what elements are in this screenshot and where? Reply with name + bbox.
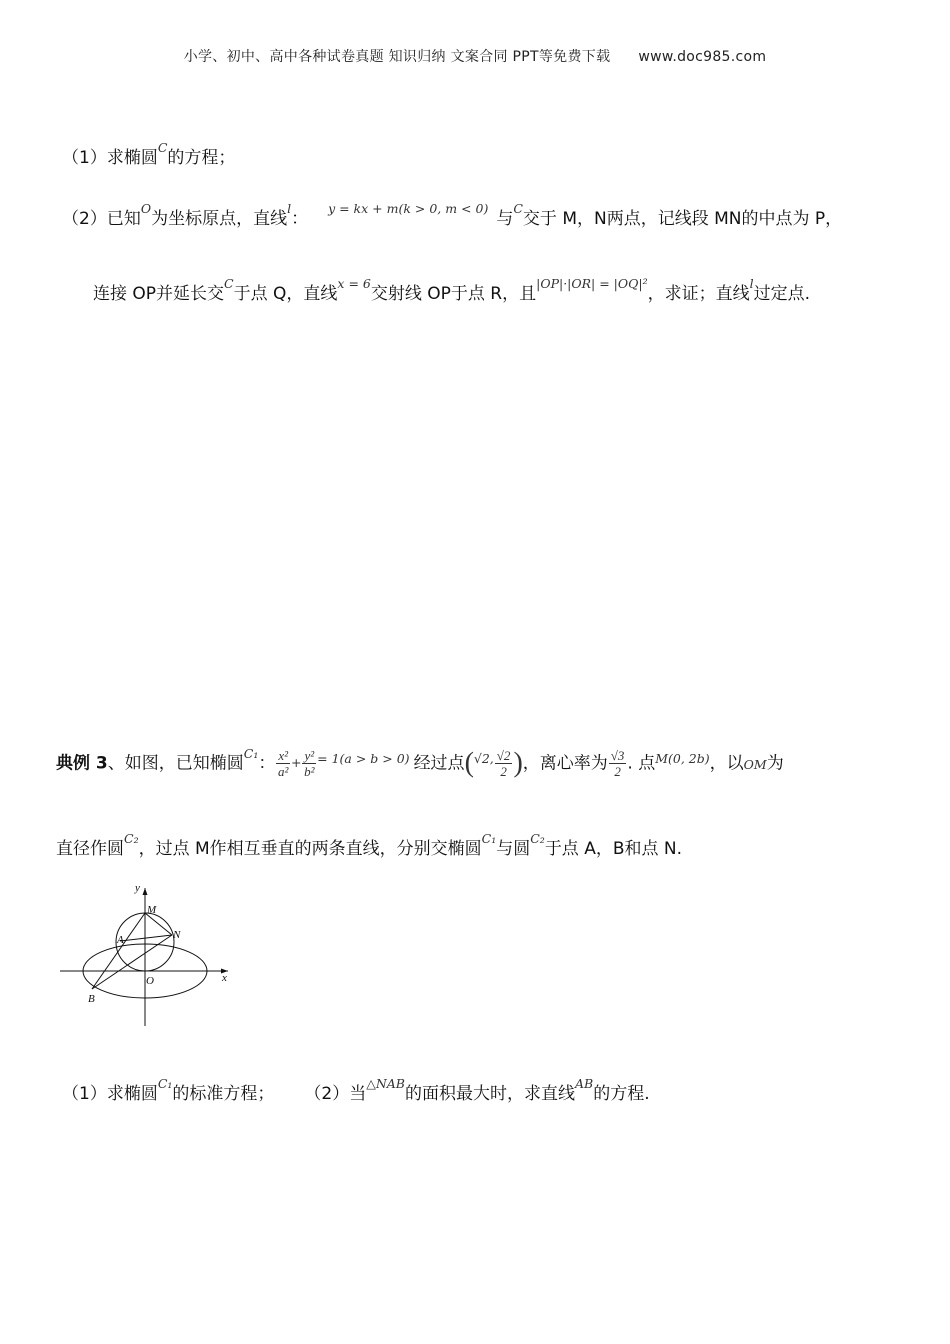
label-x: x (222, 972, 227, 984)
label-O: O (146, 975, 154, 987)
frac-eccentricity: $\frac{√3}{2}$ (610, 748, 625, 779)
line-BN (92, 935, 172, 989)
label-A: A (117, 934, 124, 946)
header-title: 小学、初中、高中各种试卷真题 知识归纳 文案合同 PPT等免费下载 (183, 49, 611, 65)
frac-point: $\frac{√2}{2}$ (496, 748, 511, 779)
label-M: M (147, 904, 157, 916)
symbol-C: C (157, 140, 168, 155)
page-header (0, 46, 950, 66)
label-y: y (135, 882, 140, 894)
ellipse-circle-figure (56, 880, 246, 1030)
line-MB (92, 913, 145, 989)
example3-line1: 典例 3、如图，已知椭圆$^{C_1}$： $\frac{\text{x²}}{\text{a²}}$ + $\frac{\text{y²}}{\text{b²}}$ $^{= 1(a > b > 0)}$ 经过点($^{√2,}$ $\frac{√2}{2}$ )，离心率为 $\frac{√3}{2}$ . 点$^{M(0, 2b)}$，以OM为 (56, 745, 784, 779)
frac-x: $\frac{\text{x²}}{\text{a²}}$ (277, 748, 289, 779)
label-B: B (88, 993, 95, 1005)
problem2-q2-line2: 连接 OP并延长交$^C$于点 Q，直线$^{x = 6}$交射线 OP于点 R，且$^{|OP|\cdot|OR| = |OQ|^2}$，求证；直线$^l$过定点. (93, 276, 811, 304)
header-site: www.doc985.com (638, 49, 767, 65)
condition-equation: |OP|·|OR| = |OQ|² (536, 276, 648, 291)
label-N: N (173, 929, 181, 941)
y-axis-arrow (143, 888, 148, 895)
example3-line2: 直径作圆$^{C_2}$，过点 M作相互垂直的两条直线，分别交椭圆$^{C_1}$与圆$^{C_2}$于点 A，B和点 N. (56, 831, 683, 859)
frac-y: $\frac{\text{y²}}{\text{b²}}$ (304, 748, 315, 779)
line-equation: y = kx + m(k > 0, m < 0) (328, 201, 489, 216)
example3-questions: （1）求椭圆$^{C_1}$的标准方程； （2）当$^{\triangle NAB}$的面积最大时，求直线$^{AB}$的方程. (62, 1076, 650, 1104)
problem2-q2-line1: （2）已知$^O$为坐标原点，直线$^l$：$^{y = kx + m(k > 0, m < 0)}$与$^C$交于 M，N两点，记线段 MN的中点为 P， (62, 201, 843, 229)
problem2-q1: （1）求椭圆$^C$的方程； (62, 140, 236, 168)
example3-label: 典例 3 (56, 753, 108, 774)
